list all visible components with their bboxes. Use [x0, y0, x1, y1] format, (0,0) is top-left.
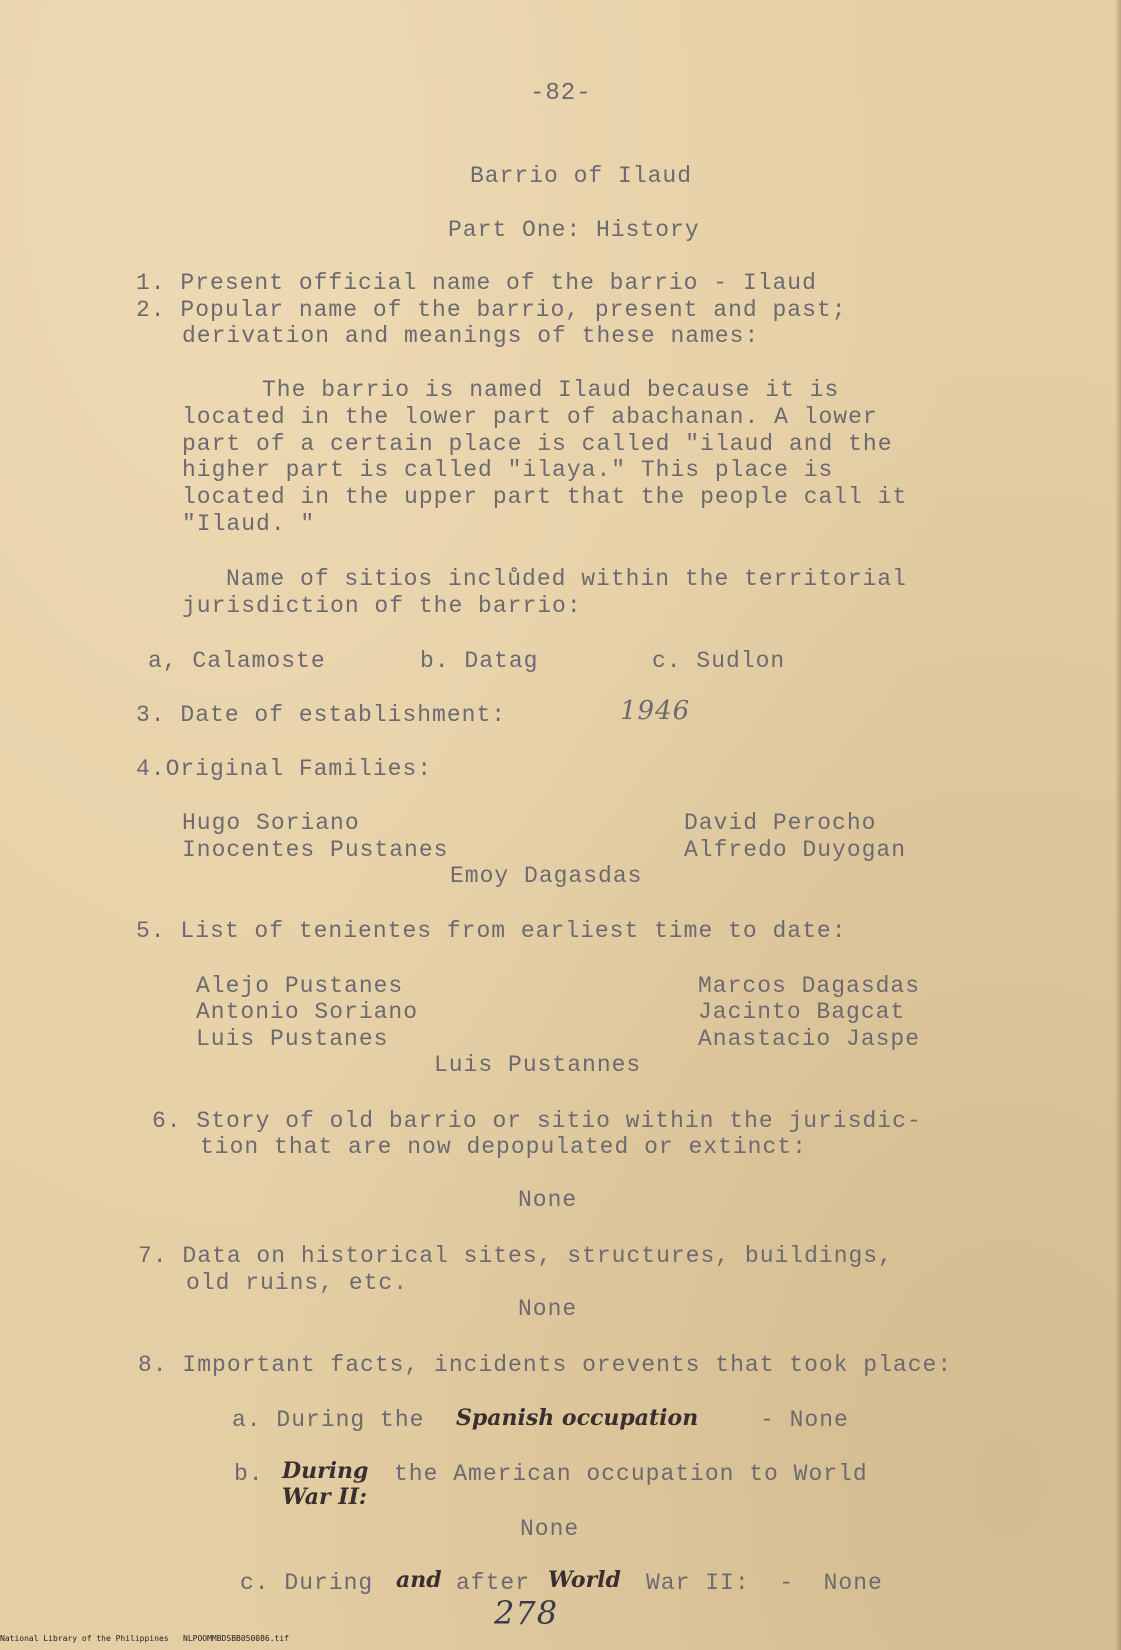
family-name: David Perocho: [684, 810, 877, 836]
question-7-line-1: 7. Data on historical sites, structures, buildings,: [138, 1243, 893, 1269]
handwritten-page-number: 278: [494, 1594, 559, 1632]
handwritten-annotation: During: [282, 1458, 369, 1484]
question-6-line-1: 6. Story of old barrio or sitio within the jurisdic-: [152, 1108, 922, 1134]
paragraph-line: higher part is called "ilaya." This place is: [182, 457, 834, 483]
family-name: Emoy Dagasdas: [450, 863, 643, 889]
part-heading: Part One: History: [448, 217, 700, 243]
paragraph-line: The barrio is named Ilaud because it is: [262, 377, 840, 403]
handwritten-annotation: Spanish occupation: [456, 1405, 699, 1431]
sitios-heading-line-1: Name of sitios inclůded within the territorial: [226, 566, 907, 592]
question-8b-answer: None: [520, 1516, 580, 1542]
teniente-name: Marcos Dagasdas: [698, 973, 921, 999]
question-8-label: 8. Important facts, incidents orevents that took place:: [138, 1352, 953, 1378]
teniente-name: Luis Pustannes: [434, 1052, 642, 1078]
question-7-answer: None: [518, 1296, 578, 1322]
family-name: Inocentes Pustanes: [182, 837, 449, 863]
establishment-year: 1946: [620, 696, 691, 726]
handwritten-annotation: World: [548, 1567, 621, 1593]
question-4-label: 4.Original Families:: [136, 756, 433, 782]
question-6-answer: None: [518, 1187, 578, 1213]
teniente-name: Alejo Pustanes: [196, 973, 404, 999]
question-5-label: 5. List of tenientes from earliest time to date:: [136, 918, 847, 944]
sitio-item: c. Sudlon: [652, 648, 786, 674]
teniente-name: Antonio Soriano: [196, 999, 419, 1025]
teniente-name: Luis Pustanes: [196, 1026, 389, 1052]
teniente-name: Anastacio Jaspe: [698, 1026, 921, 1052]
question-2-line-1: 2. Popular name of the barrio, present and past;: [136, 297, 847, 323]
teniente-name: Jacinto Bagcat: [698, 999, 906, 1025]
paragraph-line: located in the upper part that the people call it: [182, 484, 908, 510]
paragraph-line: located in the lower part of abachanan. A lower: [182, 404, 878, 430]
question-2-line-2: derivation and meanings of these names:: [182, 323, 760, 349]
family-name: Hugo Soriano: [182, 810, 360, 836]
question-8a-prefix: a. During the: [232, 1407, 425, 1433]
question-8b-prefix: b.: [234, 1461, 264, 1487]
sitio-item: b. Datag: [420, 648, 539, 674]
handwritten-annotation: War II:: [282, 1484, 368, 1510]
sitios-heading-line-2: jurisdiction of the barrio:: [182, 593, 582, 619]
family-name: Alfredo Duyogan: [684, 837, 907, 863]
question-8b-text: the American occupation to World: [394, 1461, 868, 1487]
page-edge-shadow: [1115, 0, 1121, 1650]
question-8c-text: after: [456, 1570, 531, 1596]
question-8a-suffix: - None: [760, 1407, 849, 1433]
page-title: Barrio of Ilaud: [470, 163, 693, 189]
question-3-label: 3. Date of establishment:: [136, 702, 507, 728]
question-8c-prefix: c. During: [240, 1570, 374, 1596]
question-8c-suffix: War II: - None: [646, 1570, 883, 1596]
paragraph-line: "Ilaud. ": [182, 511, 316, 537]
page-number: -82-: [530, 80, 592, 107]
question-1: 1. Present official name of the barrio - Ilaud: [136, 270, 817, 296]
scan-footer: National Library of the Philippines NLPOOMMBDSBB050086.tif: [0, 1634, 289, 1643]
paragraph-line: part of a certain place is called "ilaud and the: [182, 431, 893, 457]
question-7-line-2: old ruins, etc.: [186, 1270, 409, 1296]
sitio-item: a, Calamoste: [148, 648, 326, 674]
question-6-line-2: tion that are now depopulated or extinct:: [200, 1134, 807, 1160]
handwritten-annotation: and: [396, 1567, 442, 1593]
